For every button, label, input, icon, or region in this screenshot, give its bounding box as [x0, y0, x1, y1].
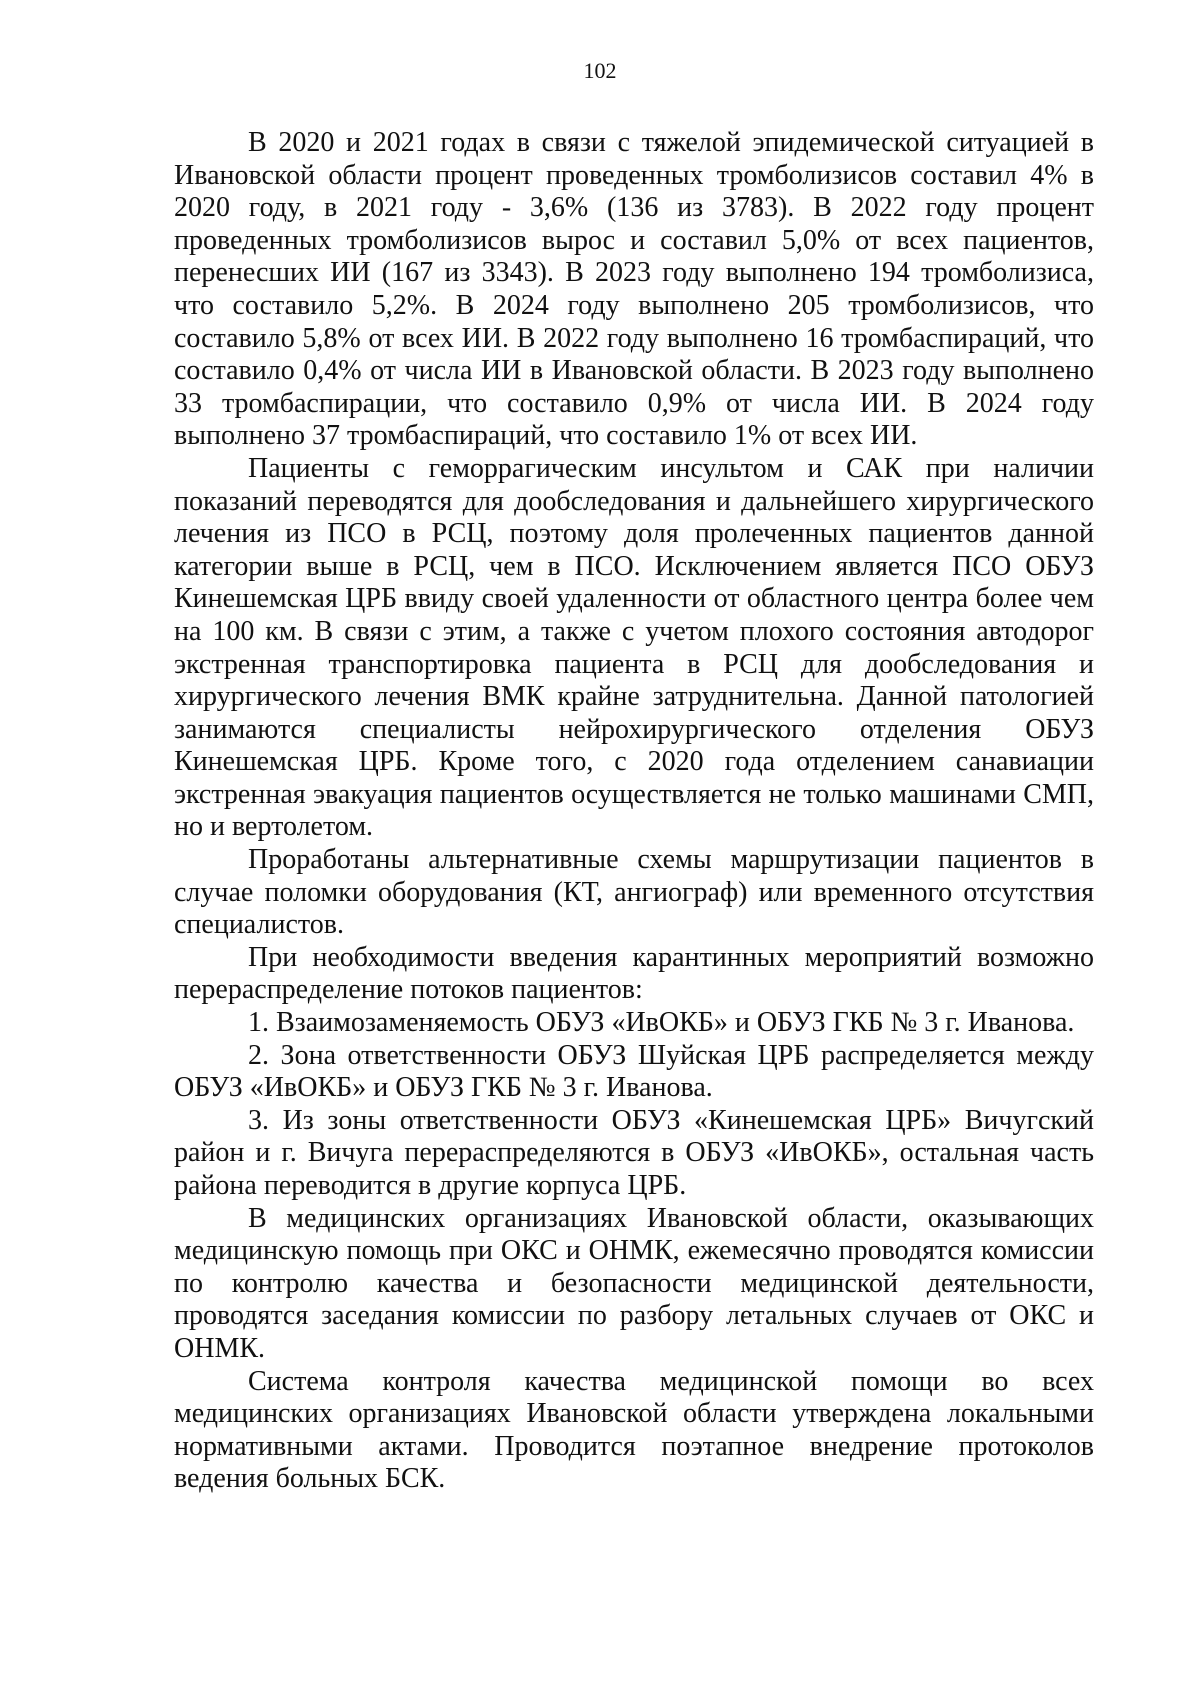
paragraph-alternative-routing: Проработаны альтернативные схемы маршрутизации пациентов в случае поломки оборудования (КТ, ангиограф) или временного отсутствия специалистов. [174, 844, 1094, 941]
paragraph-hemorrhagic-stroke: Пациенты с геморрагическим инсультом и САК при наличии показаний переводятся для дообследования и дальнейшего хирургического лечения из ПСО в РСЦ, поэтому доля пролеченных пациентов данной категории выше в РСЦ, чем в ПСО. Исключением является ПСО ОБУЗ Кинешемская ЦРБ ввиду своей удаленности от областного центра более чем на 100 км. В связи с этим, а также с учетом плохого состояния автодорог экстренная транспортировка пациента в РСЦ для дообследования и хирургического лечения ВМК крайне затруднительна. Данной патологией занимаются специалисты нейрохирургического отделения ОБУЗ Кинешемская ЦРБ. Кроме того, с 2020 года отделением санавиации экстренная эвакуация пациентов осуществляется не только машинами СМП, но и вертолетом. [174, 452, 1094, 843]
paragraph-quality-system: Система контроля качества медицинской помощи во всех медицинских организациях Ивановской области утверждена локальными нормативными актами. Проводится поэтапное внедрение протоколов ведения больных БСК. [174, 1365, 1094, 1495]
paragraph-quality-commissions: В медицинских организациях Ивановской области, оказывающих медицинскую помощь при ОКС и ОНМК, ежемесячно проводятся комиссии по контролю качества и безопасности медицинской деятельности, проводятся заседания комиссии по разбору летальных случаев от ОКС и ОНМК. [174, 1202, 1094, 1364]
page-number: 102 [583, 58, 617, 83]
list-item-3: 3. Из зоны ответственности ОБУЗ «Кинешемская ЦРБ» Вичугский район и г. Вичуга перераспределяются в ОБУЗ «ИвОКБ», остальная часть района переводится в другие корпуса ЦРБ. [174, 1104, 1094, 1201]
paragraph-quarantine-redistribution: При необходимости введения карантинных мероприятий возможно перераспределение потоков пациентов: [174, 941, 1094, 1006]
paragraph-thrombolysis-stats: В 2020 и 2021 годах в связи с тяжелой эпидемической ситуацией в Ивановской области процент проведенных тромболизисов составил 4% в 2020 году, в 2021 году - 3,6% (136 из 3783). В 2022 году процент проведенных тромболизисов вырос и составил 5,0% от всех пациентов, перенесших ИИ (167 из 3343). В 2023 году выполнено 194 тромболизиса, что составило 5,2%. В 2024 году выполнено 205 тромболизисов, что составило 5,8% от всех ИИ. В 2022 году выполнено 16 тромбаспираций, что составило 0,4% от числа ИИ в Ивановской области. В 2023 году выполнено 33 тромбаспирации, что составило 0,9% от числа ИИ. В 2024 году выполнено 37 тромбаспираций, что составило 1% от всех ИИ. [174, 127, 1094, 452]
document-body [174, 127, 1094, 1496]
list-item-2: 2. Зона ответственности ОБУЗ Шуйская ЦРБ распределяется между ОБУЗ «ИвОКБ» и ОБУЗ ГКБ № 3 г. Иванова. [174, 1039, 1094, 1104]
list-item-1: 1. Взаимозаменяемость ОБУЗ «ИвОКБ» и ОБУЗ ГКБ № 3 г. Иванова. [248, 1007, 1075, 1039]
